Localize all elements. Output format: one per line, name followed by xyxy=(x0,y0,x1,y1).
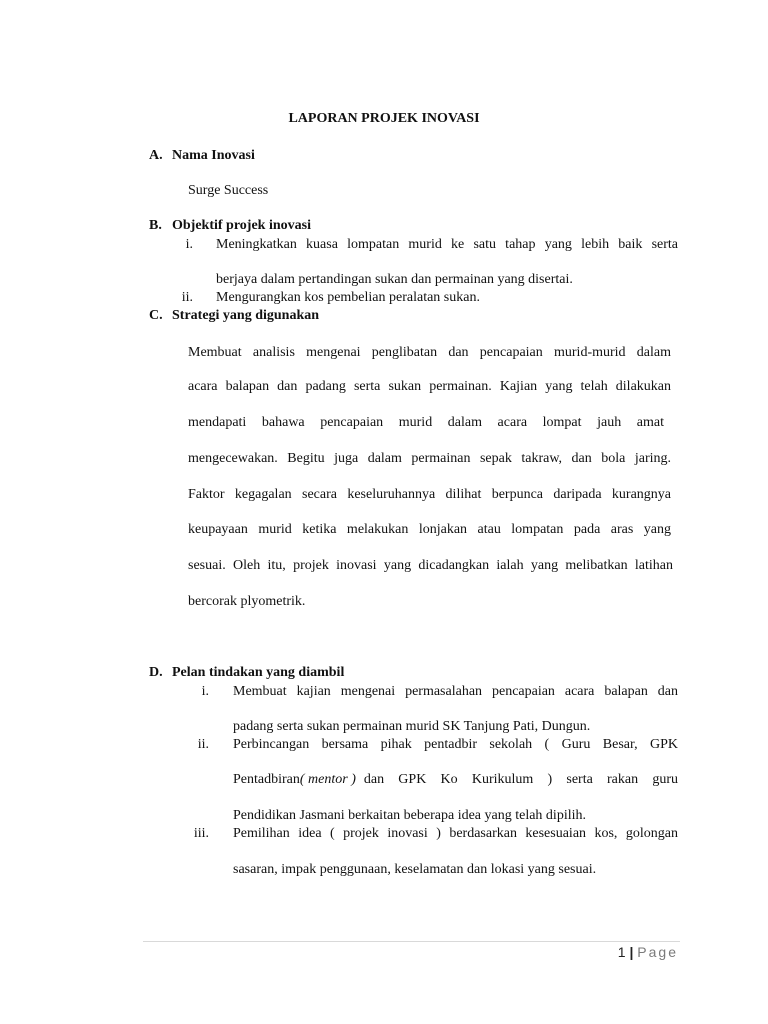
list-item-line: Perbincangan bersama pihak pentadbir sekolah ( Guru Besar, GPK xyxy=(233,737,678,752)
list-item-line: Membuat kajian mengenai permasalahan pencapaian acara balapan dan xyxy=(233,684,678,699)
list-item-line: Pendidikan Jasmani berkaitan beberapa idea yang telah dipilih. xyxy=(233,808,586,823)
section-a-body: Surge Success xyxy=(188,183,269,198)
list-item-line: padang serta sukan permainan murid SK Tanjung Pati, Dungun. xyxy=(233,719,591,734)
paragraph-line: bercorak plyometrik. xyxy=(188,594,306,609)
paragraph-line: acara balapan dan padang serta sukan permainan. Kajian yang telah dilakukan xyxy=(188,379,671,394)
paragraph-line: mengecewakan. Begitu juga dalam permainan sepak takraw, dan bola jaring. xyxy=(188,451,671,466)
paragraph-line: mendapati bahawa pencapaian murid dalam acara lompat jauh amat xyxy=(188,415,664,430)
list-item-number: ii. xyxy=(197,737,209,752)
list-item-line: Meningkatkan kuasa lompatan murid ke satu tahap yang lebih baik serta xyxy=(216,237,678,252)
page-label: Page xyxy=(637,944,678,960)
document-title: LAPORAN PROJEK INOVASI xyxy=(288,111,480,126)
section-c-label: C. xyxy=(149,308,163,323)
text-run: Pentadbiran xyxy=(233,772,300,787)
paragraph-line: keupayaan murid ketika melakukan lonjakan atau lompatan pada aras yang xyxy=(188,522,671,537)
list-item-number: iii. xyxy=(193,826,209,841)
list-item-line: Pemilihan idea ( projek inovasi ) berdasarkan kesesuaian kos, golongan xyxy=(233,826,678,841)
list-item-line xyxy=(233,771,678,789)
section-d-heading: Pelan tindakan yang diambil xyxy=(172,665,345,680)
section-b-label: B. xyxy=(149,218,162,233)
footer-separator: | xyxy=(629,944,634,960)
section-a-heading: Nama Inovasi xyxy=(172,148,255,163)
footer-divider xyxy=(143,941,680,942)
list-item-number: i. xyxy=(185,237,193,252)
list-item-number: i. xyxy=(201,684,209,699)
paragraph-line: Faktor kegagalan secara keseluruhannya dilihat berpunca daripada kurangnya xyxy=(188,487,671,502)
page-footer xyxy=(618,943,678,961)
list-item-number: ii. xyxy=(181,290,193,305)
list-item-line: sasaran, impak penggunaan, keselamatan dan lokasi yang sesuai. xyxy=(233,862,597,877)
section-a-label: A. xyxy=(149,148,163,163)
text-run: dan GPK Ko Kurikulum ) serta rakan guru xyxy=(363,772,678,787)
page-number: 1 xyxy=(617,944,626,960)
section-d-label: D. xyxy=(149,665,163,680)
list-item-line: berjaya dalam pertandingan sukan dan permainan yang disertai. xyxy=(216,272,573,287)
paragraph-line: Membuat analisis mengenai penglibatan dan pencapaian murid-murid dalam xyxy=(188,345,671,360)
list-item-line: Mengurangkan kos pembelian peralatan sukan. xyxy=(216,290,480,305)
section-c-heading: Strategi yang digunakan xyxy=(172,308,320,323)
paragraph-line: sesuai. Oleh itu, projek inovasi yang dicadangkan ialah yang melibatkan latihan xyxy=(188,558,673,573)
section-b-heading: Objektif projek inovasi xyxy=(172,218,311,233)
text-run-italic: ( mentor ) xyxy=(299,772,356,787)
